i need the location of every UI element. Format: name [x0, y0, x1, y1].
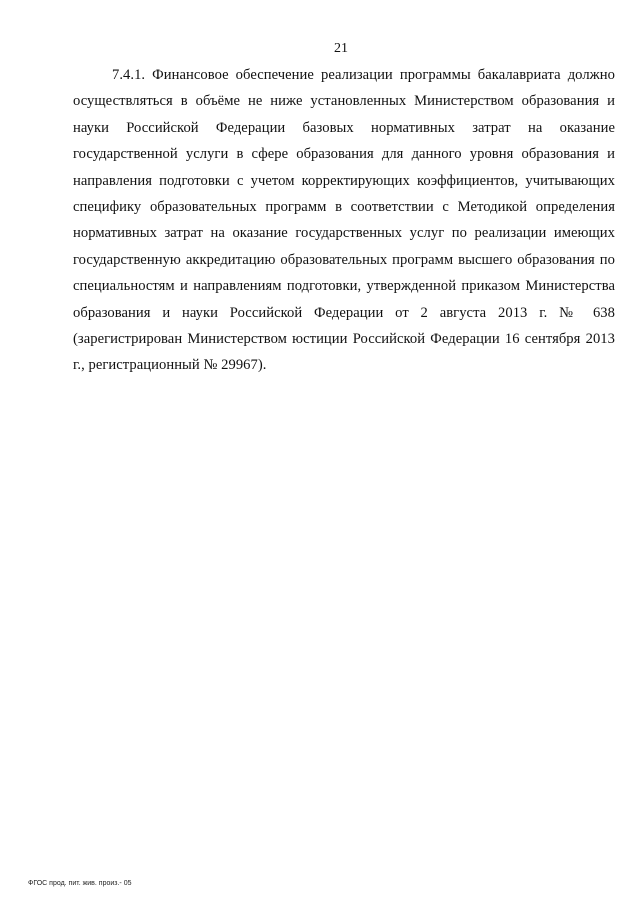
- page-number: 21: [334, 41, 348, 56]
- body-paragraph: 7.4.1. Финансовое обеспечение реализации программы бакалавриата должно осуществляться в объёме не ниже установленных Министерством образования и науки Российской Федерации базовых нормативных затрат на оказание государственной услуги в сфере образования для данного уровня образования и направления подготовки с учетом корректирующих коэффициентов, учитывающих специфику образовательных программ в соответствии с Методикой определения нормативных затрат на оказание государственных услуг по реализации имеющих государственную аккредитацию образовательных программ высшего образования по специальностям и направлениям подготовки, утвержденной приказом Министерства образования и науки Российской Федерации от 2 августа 2013 г. № 638 (зарегистрирован Министерством юстиции Российской Федерации 16 сентября 2013 г., регистрационный № 29967).: [73, 67, 615, 374]
- page-footer: ФГОС прод. пит. жив. произ.- 05: [28, 880, 132, 887]
